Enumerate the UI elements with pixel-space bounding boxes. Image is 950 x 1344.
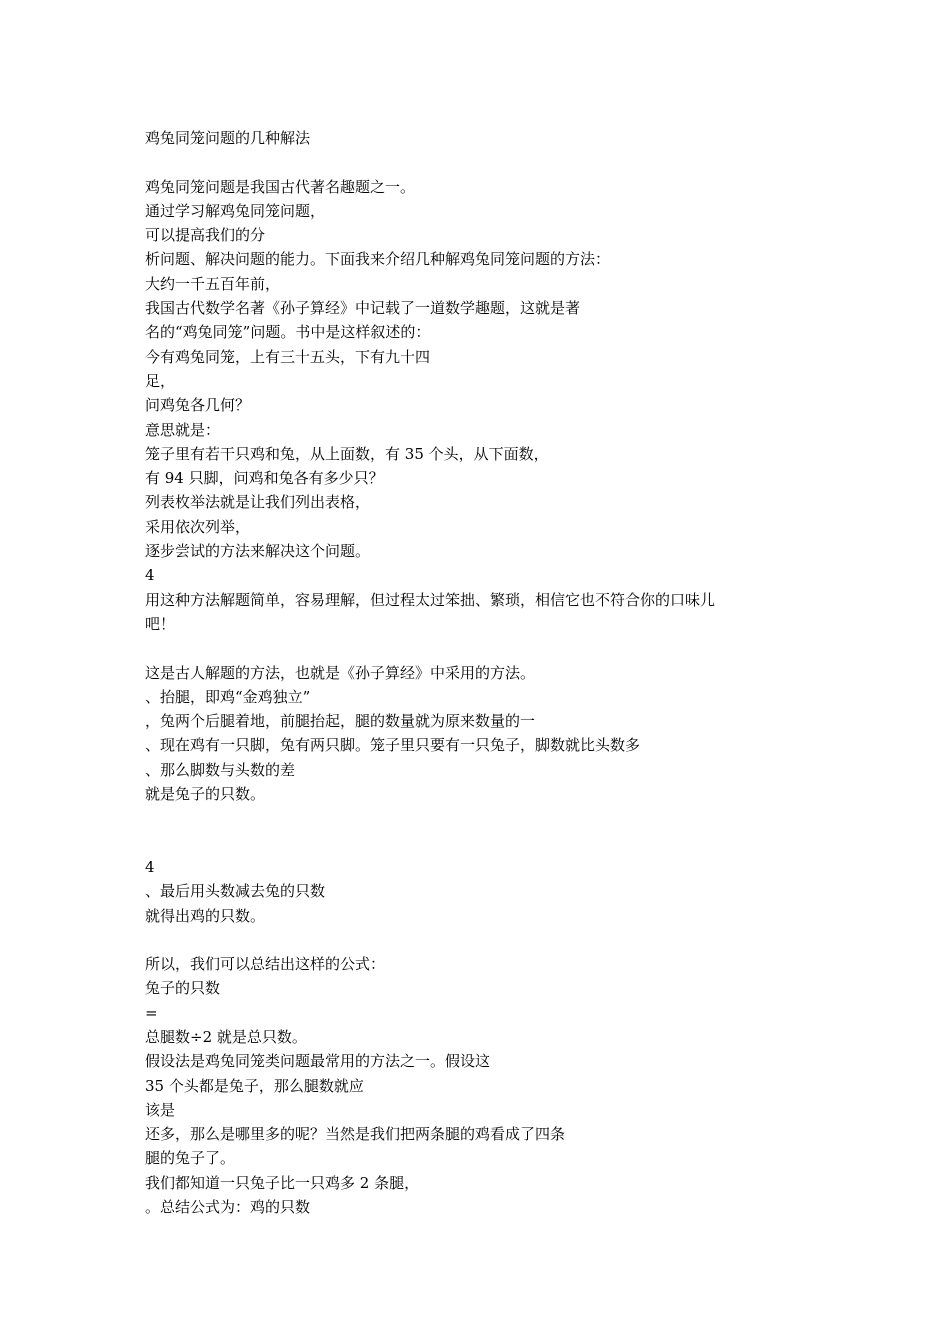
paragraph-gap [145,831,805,855]
text-line: 、那么脚数与头数的差 [145,760,296,779]
document-title: 鸡兔同笼问题的几种解法 [145,129,311,147]
text-line: 我们都知道一只兔子比一只鸡多 2 条腿， [145,1173,420,1192]
text-line: 、最后用头数减去兔的只数 [145,882,326,901]
document-body [145,126,805,1219]
paragraph-method-lift-legs [145,661,805,807]
text-line: 该是 [145,1100,176,1119]
text-line: 我国古代数学名著《孙子算经》中记载了一道数学趣题，这就是著 [145,299,581,318]
text-line: 4 [145,857,155,876]
text-line: 兔子的只数 [145,979,221,998]
text-line: 名的“鸡兔同笼”问题。书中是这样叙述的： [145,323,431,342]
text-line: 通过学习解鸡兔同笼问题， [145,201,326,220]
text-line: 、现在鸡有一只脚，兔有两只脚。笼子里只要有一只兔子，脚数就比头数多 [145,736,641,755]
text-line: 假设法是鸡兔同笼类问题最常用的方法之一。假设这 [145,1052,491,1071]
text-line: 列表枚举法就是让我们列出表格， [145,493,371,512]
paragraph-gap [145,806,805,830]
text-line: 35 个头都是兔子，那么腿数就应 [145,1076,364,1095]
text-line: 鸡兔同笼问题是我国古代著名趣题之一。 [145,177,416,196]
text-line: 足， [145,371,176,390]
text-line: 。总结公式为：鸡的只数 [145,1198,311,1217]
text-line: 吧！ [145,614,176,633]
text-line: 腿的兔子了。 [145,1149,236,1168]
text-line: 笼子里有若干只鸡和兔，从上面数，有 35 个头，从下面数， [145,444,549,463]
text-line: 逐步尝试的方法来解决这个问题。 [145,542,371,561]
text-line: = [145,1003,158,1022]
paragraph-formula [145,952,805,1219]
text-line: 有 94 只脚，问鸡和兔各有多少只？ [145,469,384,488]
paragraph-intro [145,175,805,637]
paragraph-final-step [145,855,805,928]
text-line: 总腿数÷2 就是总只数。 [145,1027,307,1046]
paragraph-gap [145,636,805,660]
text-line: 所以，我们可以总结出这样的公式： [145,955,386,974]
text-line: 这是古人解题的方法，也就是《孙子算经》中采用的方法。 [145,663,536,682]
text-line: 采用依次列举， [145,517,251,536]
text-line: 可以提高我们的分 [145,226,266,245]
text-line: 、抬腿，即鸡“金鸡独立” [145,687,311,706]
text-line: 4 [145,566,155,585]
text-line: 析问题、解决问题的能力。下面我来介绍几种解鸡兔同笼问题的方法： [145,250,611,269]
paragraph-gap [145,928,805,952]
text-line: 就是兔子的只数。 [145,785,266,804]
text-line: 还多，那么是哪里多的呢？当然是我们把两条腿的鸡看成了四条 [145,1125,566,1144]
text-line: 就得出鸡的只数。 [145,906,266,925]
text-line: ，兔两个后腿着地，前腿抬起，腿的数量就为原来数量的一 [145,712,536,731]
text-line: 问鸡兔各几何？ [145,396,251,415]
text-line: 用这种方法解题简单，容易理解，但过程太过笨拙、繁琐，相信它也不符合你的口味儿 [145,590,716,609]
text-line: 意思就是： [145,420,221,439]
text-line: 大约一千五百年前， [145,274,281,293]
text-line: 今有鸡兔同笼，上有三十五头，下有九十四 [145,347,431,366]
